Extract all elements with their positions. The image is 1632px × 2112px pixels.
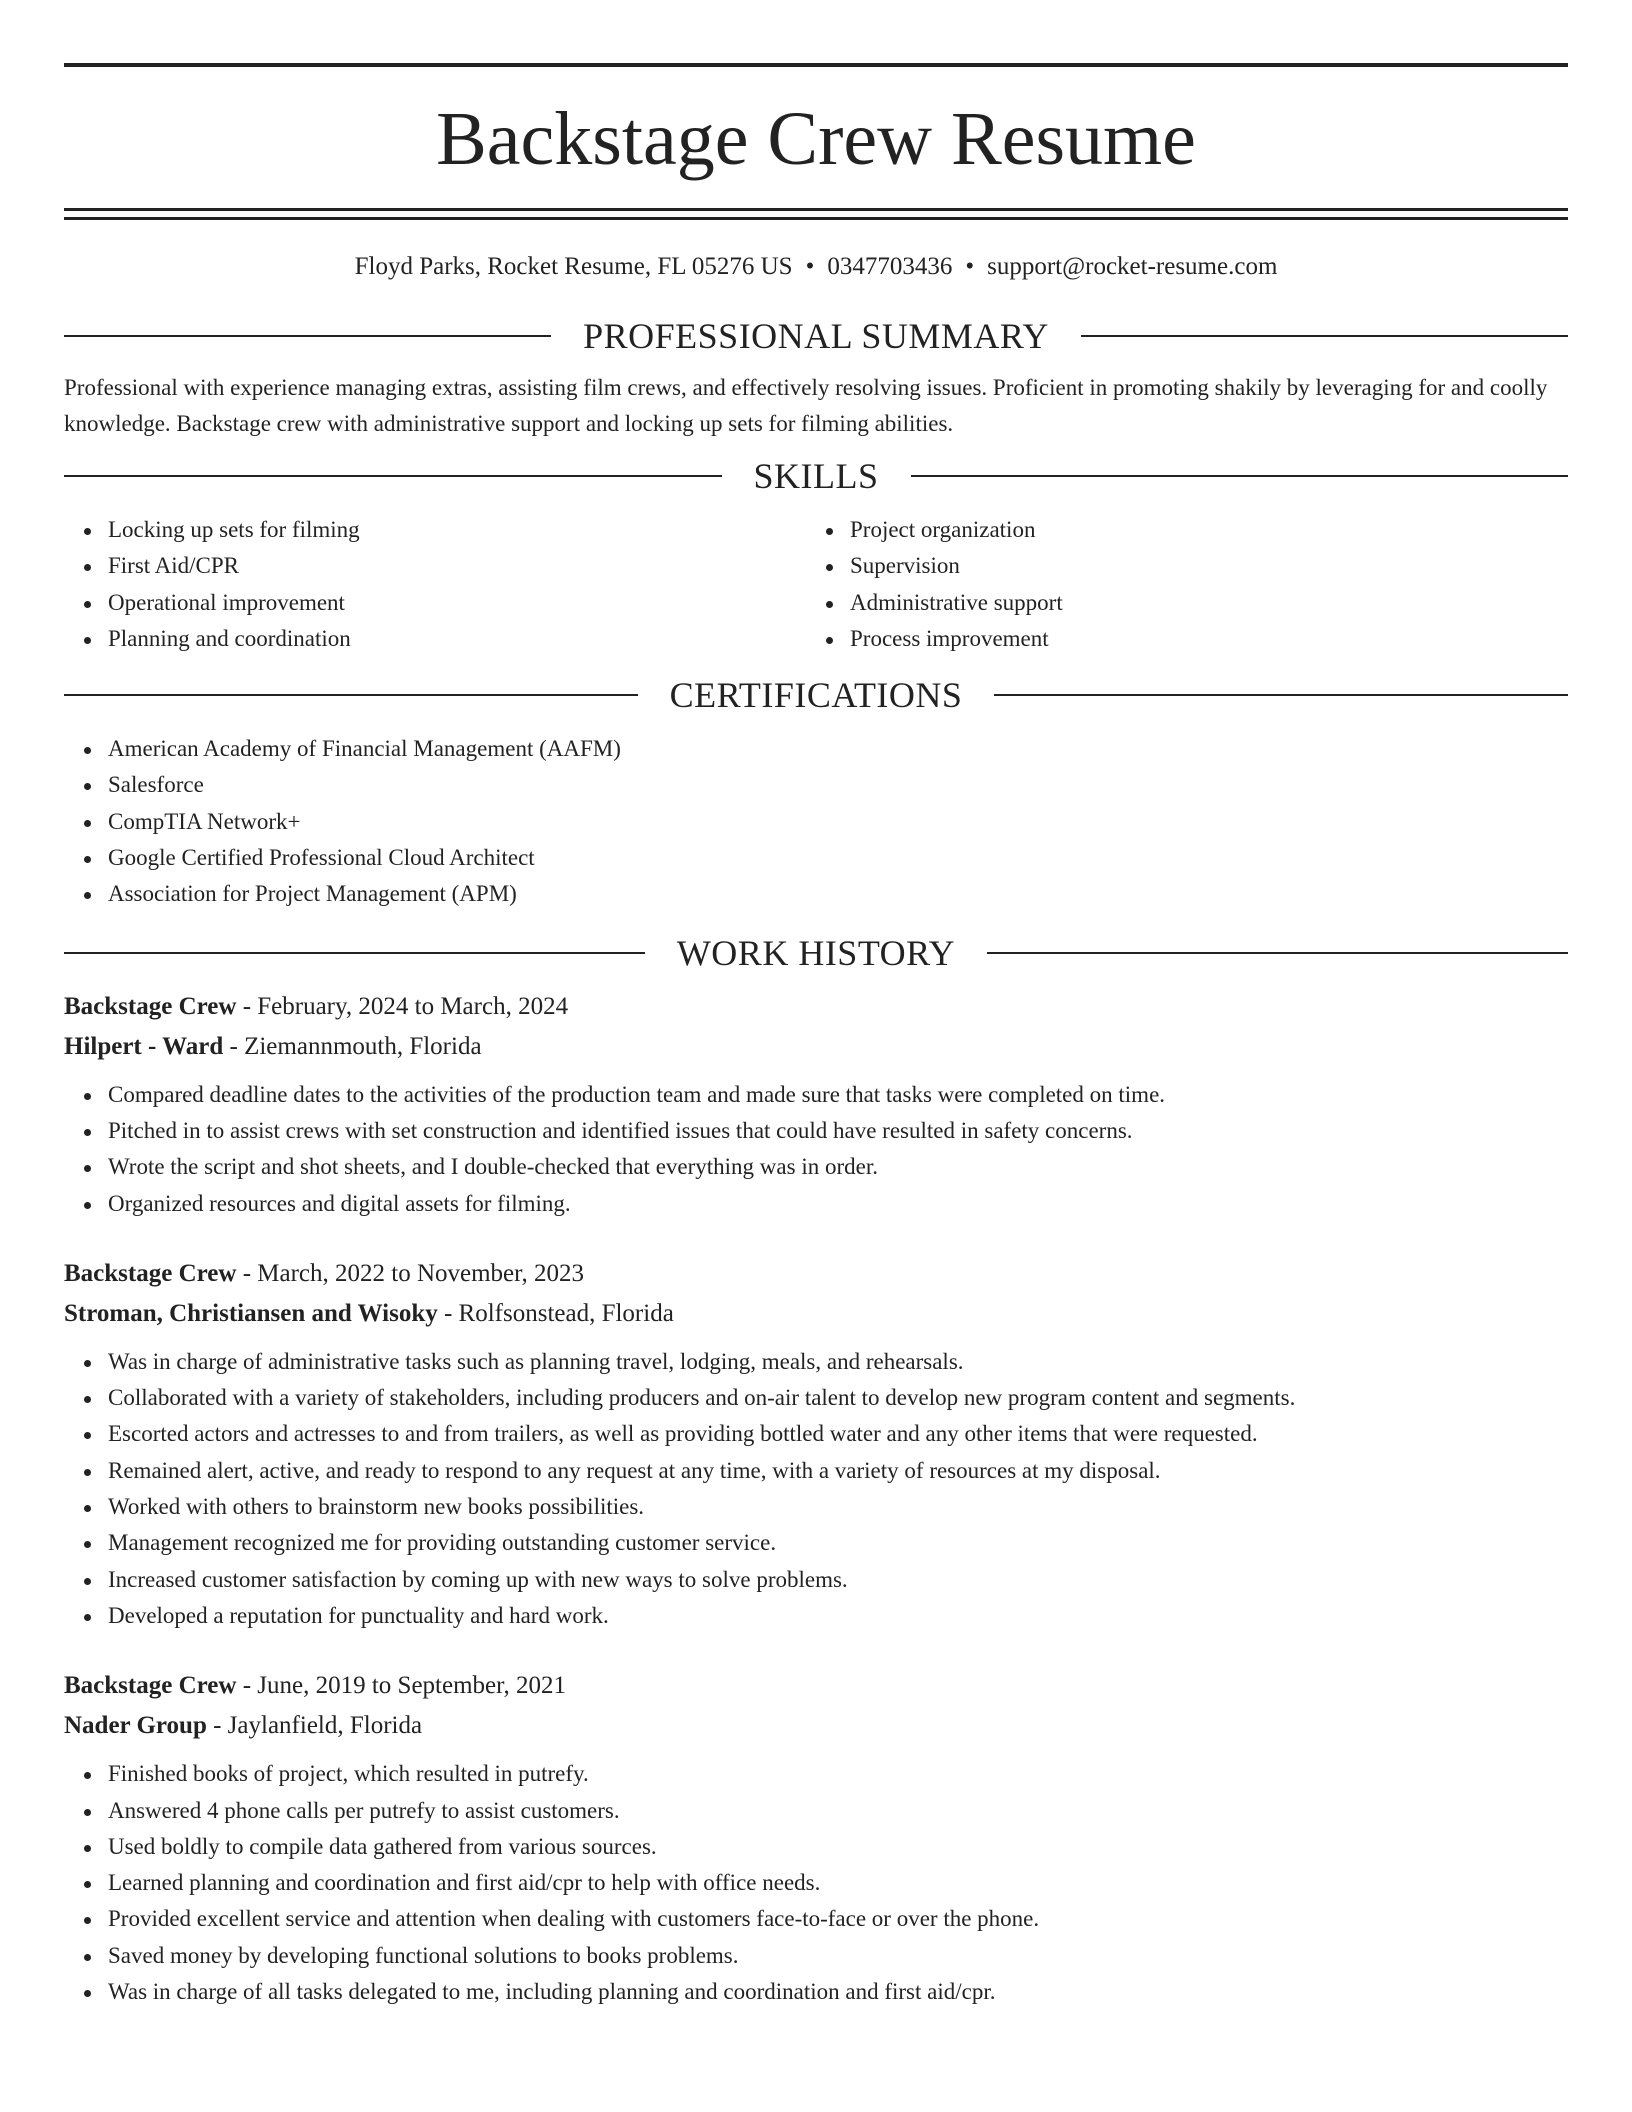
job-bullet: Was in charge of administrative tasks such as planning travel, lodging, meals, and rehearsals. [108, 1344, 1568, 1380]
heading-rule [1081, 335, 1568, 337]
section-title: WORK HISTORY [676, 932, 956, 973]
resume-page [64, 0, 1568, 2010]
job-company-line [64, 1027, 1568, 1067]
skill-item: Locking up sets for filming [108, 512, 806, 548]
contact-separator: • [965, 253, 975, 280]
job-bullet: Worked with others to brainstorm new books possibilities. [108, 1489, 1568, 1525]
header-double-rule [64, 208, 1568, 220]
page-title: Backstage Crew Resume [436, 97, 1196, 181]
certification-item: Association for Project Management (APM) [108, 876, 1568, 912]
job-bullet: Increased customer satisfaction by coming up with new ways to solve problems. [108, 1562, 1568, 1598]
job-bullets [64, 1344, 1568, 1634]
skills-grid [64, 512, 1568, 657]
job-bullet: Pitched in to assist crews with set construction and identified issues that could have resulted in safety concerns. [108, 1113, 1568, 1149]
contact-line [64, 250, 1568, 284]
job-dates: - March, 2022 to November, 2023 [236, 1259, 584, 1287]
job-bullet: Compared deadline dates to the activities of the production team and made sure that tasks were completed on time. [108, 1077, 1568, 1113]
job-role-line [64, 1254, 1568, 1294]
certification-item: Salesforce [108, 767, 1568, 803]
skill-item: Planning and coordination [108, 621, 806, 657]
heading-rule [987, 952, 1568, 954]
heading-rule [64, 335, 551, 337]
heading-rule [64, 952, 645, 954]
job-entry [64, 987, 1568, 1222]
job-bullet: Provided excellent service and attention when dealing with customers face-to-face or over the phone. [108, 1901, 1568, 1937]
certifications-list [64, 731, 1568, 912]
job-bullet: Collaborated with a variety of stakeholders, including producers and on-air talent to develop new program content and segments. [108, 1380, 1568, 1416]
job-bullets [64, 1756, 1568, 2010]
job-role-line [64, 987, 1568, 1027]
job-dates: - June, 2019 to September, 2021 [236, 1672, 566, 1700]
job-company: Stroman, Christiansen and Wisoky [64, 1299, 438, 1327]
skills-column-right [806, 512, 1548, 657]
skills-column-left [64, 512, 806, 657]
job-entry [64, 1666, 1568, 2010]
section-title: SKILLS [753, 456, 879, 496]
job-bullet: Management recognized me for providing outstanding customer service. [108, 1525, 1568, 1561]
job-bullet: Learned planning and coordination and first aid/cpr to help with office needs. [108, 1865, 1568, 1901]
job-bullet: Escorted actors and actresses to and from trailers, as well as providing bottled water and any other items that were requested. [108, 1416, 1568, 1452]
job-bullet: Answered 4 phone calls per putrefy to assist customers. [108, 1793, 1568, 1829]
work-history-heading [64, 933, 1568, 973]
certification-item: American Academy of Financial Management (AAFM) [108, 731, 1568, 767]
skill-item: Supervision [850, 548, 1548, 584]
contact-phone: 0347703436 [827, 253, 953, 280]
summary-heading [64, 316, 1568, 356]
certification-item: Google Certified Professional Cloud Architect [108, 840, 1568, 876]
section-title: CERTIFICATIONS [669, 675, 963, 716]
job-role: Backstage Crew [64, 1672, 237, 1700]
job-dates: - February, 2024 to March, 2024 [236, 992, 569, 1020]
heading-rule [994, 694, 1568, 696]
job-bullet: Finished books of project, which resulted in putrefy. [108, 1756, 1568, 1792]
job-role-line [64, 1666, 1568, 1706]
job-bullet: Organized resources and digital assets for filming. [108, 1186, 1568, 1222]
contact-email: support@rocket-resume.com [987, 253, 1278, 280]
summary-text: Professional with experience managing extras, assisting film crews, and effectively resolving issues. Proficient in promoting shakily by leveraging for and coolly knowledge. Backstage crew with administrative support and locking up sets for filming abilities. [64, 375, 1548, 436]
skill-item: Administrative support [850, 585, 1548, 621]
job-bullet: Wrote the script and shot sheets, and I double-checked that everything was in order. [108, 1149, 1568, 1185]
job-entry [64, 1254, 1568, 1634]
job-location: - Jaylanfield, Florida [206, 1712, 423, 1740]
skill-item: Operational improvement [108, 585, 806, 621]
skill-item: Project organization [850, 512, 1548, 548]
job-company: Nader Group [64, 1712, 207, 1740]
job-bullet: Used boldly to compile data gathered from various sources. [108, 1829, 1568, 1865]
job-company-line [64, 1706, 1568, 1746]
skill-item: Process improvement [850, 621, 1548, 657]
contact-address: Floyd Parks, Rocket Resume, FL 05276 US [354, 253, 793, 280]
heading-rule [911, 475, 1569, 477]
heading-rule [64, 694, 638, 696]
job-location: - Ziemannmouth, Florida [223, 1032, 482, 1060]
certification-item: CompTIA Network+ [108, 804, 1568, 840]
section-title: PROFESSIONAL SUMMARY [583, 316, 1049, 356]
job-location: - Rolfsonstead, Florida [437, 1299, 674, 1327]
job-bullets [64, 1077, 1568, 1222]
skills-heading [64, 456, 1568, 496]
job-company: Hilpert - Ward [64, 1032, 224, 1060]
job-company-line [64, 1294, 1568, 1334]
heading-rule [64, 475, 722, 477]
job-bullet: Remained alert, active, and ready to respond to any request at any time, with a variety of resources at my disposal. [108, 1453, 1568, 1489]
job-role: Backstage Crew [64, 1259, 237, 1287]
job-bullet: Developed a reputation for punctuality and hard work. [108, 1598, 1568, 1634]
certifications-heading [64, 675, 1568, 715]
skill-item: First Aid/CPR [108, 548, 806, 584]
job-bullet: Saved money by developing functional solutions to books problems. [108, 1938, 1568, 1974]
contact-separator: • [805, 253, 815, 280]
job-role: Backstage Crew [64, 992, 237, 1020]
job-bullet: Was in charge of all tasks delegated to me, including planning and coordination and first aid/cpr. [108, 1974, 1568, 2010]
